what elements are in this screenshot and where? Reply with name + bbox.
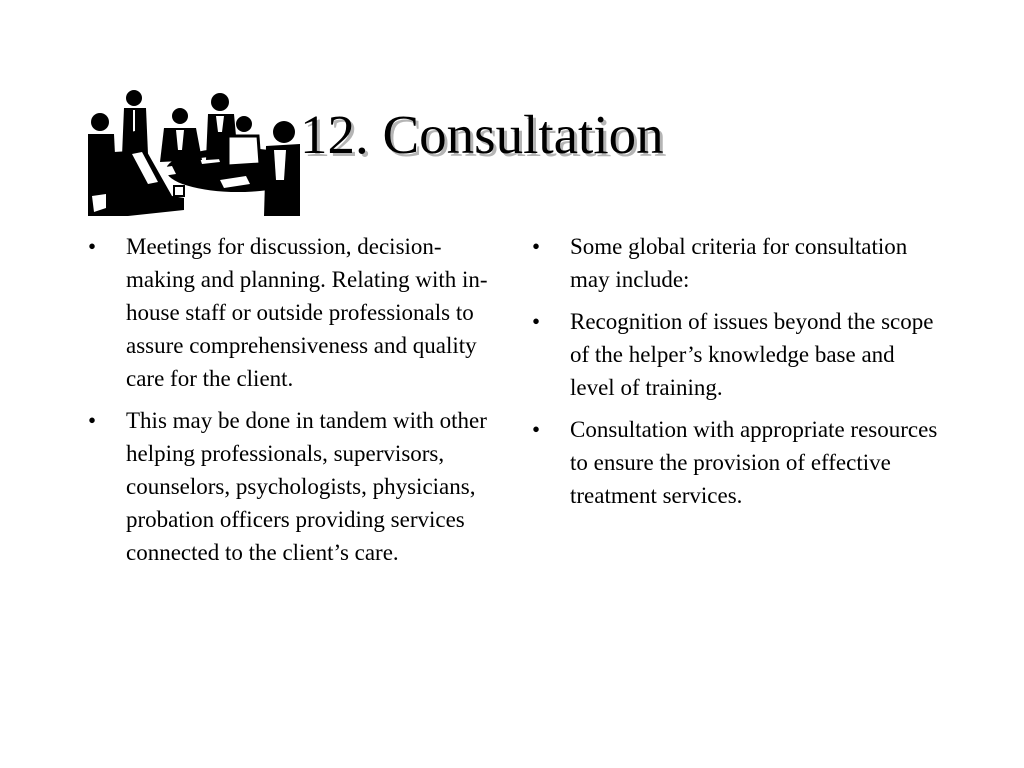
person-head <box>211 93 229 111</box>
list-item <box>532 305 944 404</box>
meeting-clipart <box>88 84 300 216</box>
bullet-icon: • <box>532 417 541 442</box>
left-bullet-list <box>88 230 498 578</box>
bullet-text: Recognition of issues beyond the scope of the helper’s knowledge base and level of training. <box>570 309 934 400</box>
slide-title: 12. Consultation <box>300 104 664 165</box>
bullet-icon: • <box>88 234 97 259</box>
person-head <box>236 116 252 132</box>
bullet-text: Meetings for discussion, decision-making and planning. Relating with in-house staff or outside professionals to assure comprehensiveness and quality care for the client. <box>126 234 488 391</box>
bullet-icon: • <box>88 408 97 433</box>
bullet-text: Consultation with appropriate resources to ensure the provision of effective treatment services. <box>570 417 938 508</box>
bullet-text: This may be done in tandem with other helping professionals, supervisors, counselors, psychologists, physicians, probation officers providing services connected to the client’s care. <box>126 408 487 565</box>
list-item <box>88 230 498 395</box>
list-item <box>88 404 498 569</box>
person-head <box>127 131 145 149</box>
person-head <box>126 90 142 106</box>
bullet-icon: • <box>532 309 541 334</box>
bullet-text: Some global criteria for consultation may include: <box>570 234 908 292</box>
right-bullet-list <box>532 230 944 521</box>
list-item <box>532 413 944 512</box>
person-body <box>228 136 260 166</box>
person-head <box>172 108 188 124</box>
person-head <box>273 121 295 143</box>
person-head <box>91 113 109 131</box>
bullet-icon: • <box>532 234 541 259</box>
list-item <box>532 230 944 296</box>
